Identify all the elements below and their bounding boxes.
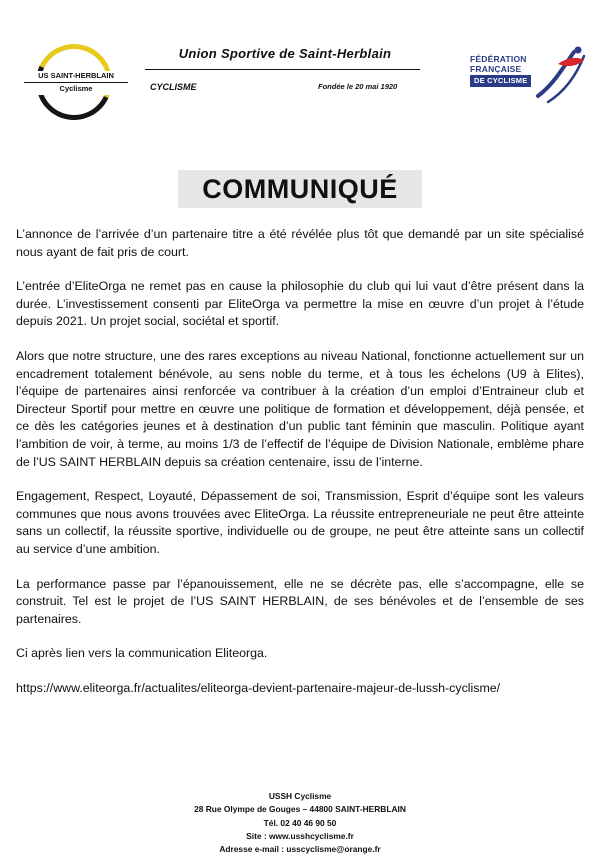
footer [0,790,600,856]
logo-divider [24,82,128,83]
footer-email[interactable]: Adresse e-mail : usscyclisme@orange.fr [219,844,381,855]
federation-text [470,54,531,87]
paragraph: La performance passe par l’épanouissement, elle ne se décrète pas, elle s’accompagne, elle se construit. Tel est le projet de l’US SAINT HERBLAIN, de ses bénévoles et de l’ensemble de ses partenaires. [16,576,584,626]
footer-phone: Tél. 02 40 46 90 50 [263,817,337,828]
paragraph: L’entrée d’EliteOrga ne remet pas en cause la philosophie du club qui lui vaut d’être présent dans la durée. L’investissement consenti par EliteOrga va permettre la mise en œuvre d’un projet à l’étude depuis 2021. Un projet social, sociétal et sportif. [16,279,584,329]
club-subtitle: CYCLISME [150,82,197,92]
club-name: Union Sportive de Saint-Herblain [178,46,392,61]
federation-logo [460,44,588,112]
federation-line1: FÉDÉRATION [470,54,527,64]
footer-org: USSH Cyclisme [268,791,332,801]
footer-address: 28 Rue Olympe de Gouges – 44800 SAINT-HERBLAIN [194,804,406,815]
footer-site[interactable]: Site : www.usshcyclisme.fr [246,830,354,841]
communique-body [16,226,584,714]
logo-line2: Cyclisme [59,84,93,93]
logo-band [20,71,132,95]
federation-line2: FRANÇAISE [470,64,522,74]
eliteorga-link[interactable]: https://www.eliteorga.fr/actualites/eliteorga-devient-partenaire-majeur-de-lussh-cyclisme/ [16,680,501,695]
club-founded: Fondée le 20 mai 1920 [318,82,398,91]
paragraph: L’annonce de l’arrivée d’un partenaire titre a été révélée plus tôt que demandé par un site spécialisé nous ayant de fait pris de court. [16,227,584,259]
club-logo [20,44,132,128]
logo-line1: US SAINT-HERBLAIN [38,71,114,80]
page-title: COMMUNIQUÉ [178,170,422,208]
header-divider [145,69,420,70]
paragraph: Ci après lien vers la communication Eliteorga. [16,646,268,661]
paragraph: Engagement, Respect, Loyauté, Dépassement de soi, Transmission, Esprit d’équipe sont les valeurs communes que nous avons trouvées avec EliteOrga. La réussite entrepreneuriale ne peut être atteinte sans un collectif, la réussite sportive, individuelle ou de groupe, ne peut être atteinte sans un collectif au service d’une ambition. [16,489,584,556]
paragraph: Alors que notre structure, une des rares exceptions au niveau National, fonctionne actuellement sur un encadrement totalement bénévole, au sens noble du terme, et à tous les échelons (U9 à Elites), l’équipe de partenaires ainsi renforcée va contribuer à la création d’un emploi d’Entraineur club et Directeur Sportif pour mettre en œuvre une politique de formation et développement, déjà pensée, et ce dès les catégories jeunes et à destination d’un public tant féminin que masculin. Politique ayant l’ambition de voir, à terme, au moins 1/3 de l’effectif de l’équipe de Division Nationale, emblème phare de l’US SAINT HERBLAIN depuis sa création centenaire, issu de l’interne. [16,348,584,469]
federation-badge: DE CYCLISME [470,75,531,87]
cyclist-swoosh-icon [534,46,588,106]
